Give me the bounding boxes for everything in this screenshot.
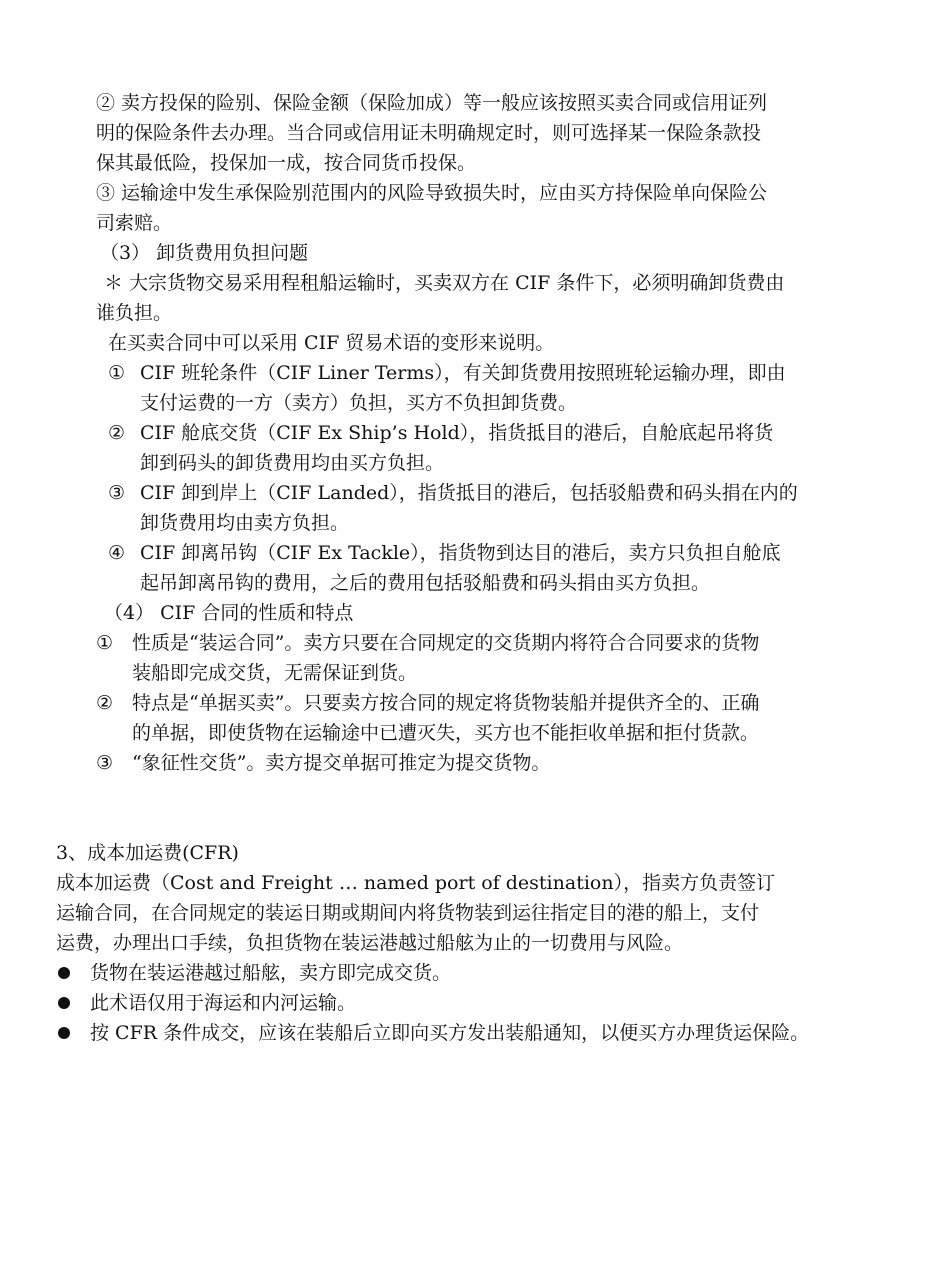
nature-item3-line1: “象征性交货”。卖方提交单据可推定为提交货物。 (132, 752, 551, 774)
unloading-item1-line2: 支付运费的一方（卖方）负担，买方不负担卸货费。 (140, 392, 578, 414)
nature-item-marker: ③ (96, 752, 114, 774)
unloading-item3-line1: CIF 卸到岸上（CIF Landed），指货抵目的港后，包括驳船费和码头捐在内的 (140, 482, 798, 504)
insurance-item2-line1: ② 卖方投保的险别、保险金额（保险加成）等一般应该按照买卖合同或信用证列 (96, 92, 768, 114)
bullet-dot-icon (58, 1027, 70, 1039)
bullet-dot-icon (58, 997, 70, 1009)
nature-heading: （4） CIF 合同的性质和特点 (104, 602, 354, 624)
unloading-note-line1: ＊ 大宗货物交易采用程租船运输时，买卖双方在 CIF 条件下，必须明确卸货费由 (104, 272, 785, 294)
cfr-bullet-2: 此术语仅用于海运和内河运输。 (90, 992, 357, 1014)
unloading-item4-line2: 起吊卸离吊钩的费用，之后的费用包括驳船费和码头捐由买方负担。 (140, 572, 711, 594)
insurance-item2-line3: 保其最低险，投保加一成，按合同货币投保。 (96, 152, 477, 174)
insurance-item3-line1: ③ 运输途中发生承保险别范围内的风险导致损失时，应由买方持保险单向保险公 (96, 182, 768, 204)
cfr-para-line3: 运费，办理出口手续，负担货物在装运港越过船舷为止的一切费用与风险。 (56, 932, 684, 954)
unloading-note-line2: 谁负担。 (96, 302, 173, 324)
unloading-item4-line1: CIF 卸离吊钩（CIF Ex Tackle），指货物到达目的港后，卖方只负担自舱底 (140, 542, 781, 564)
cfr-heading: 3、成本加运费(CFR) (56, 842, 239, 864)
cfr-bullet-3: 按 CFR 条件成交，应该在装船后立即向买方发出装船通知，以便买方办理货运保险。 (90, 1022, 810, 1044)
unloading-item-marker: ④ (108, 542, 126, 564)
cfr-para-line1: 成本加运费（Cost and Freight … named port of destination），指卖方负责签订 (56, 872, 776, 894)
unloading-item-marker: ③ (108, 482, 126, 504)
unloading-item1-line1: CIF 班轮条件（CIF Liner Terms），有关卸货费用按照班轮运输办理，即由 (140, 362, 786, 384)
nature-item1-line2: 装船即完成交货，无需保证到货。 (132, 662, 418, 684)
nature-item-marker: ① (96, 632, 114, 654)
unloading-item3-line2: 卸货费用均由卖方负担。 (140, 512, 350, 534)
unloading-item2-line1: CIF 舱底交货（CIF Ex Ship’s Hold），指货抵目的港后，自舱底起吊将货 (140, 422, 774, 444)
cfr-bullet-1: 货物在装运港越过船舷，卖方即完成交货。 (90, 962, 452, 984)
unloading-item-marker: ② (108, 422, 126, 444)
nature-item-marker: ② (96, 692, 114, 714)
nature-item2-line2: 的单据，即使货物在运输途中已遭灭失，买方也不能拒收单据和拒付货款。 (132, 722, 760, 744)
bullet-dot-icon (58, 967, 70, 979)
unloading-intro: 在买卖合同中可以采用 CIF 贸易术语的变形来说明。 (108, 332, 555, 354)
insurance-item2-line2: 明的保险条件去办理。当合同或信用证未明确规定时，则可选择某一保险条款投 (96, 122, 762, 144)
unloading-item2-line2: 卸到码头的卸货费用均由买方负担。 (140, 452, 445, 474)
unloading-heading: （3） 卸货费用负担问题 (100, 242, 309, 264)
insurance-item3-line2: 司索赔。 (96, 212, 173, 234)
unloading-item-marker: ① (108, 362, 126, 384)
nature-item1-line1: 性质是“装运合同”。卖方只要在合同规定的交货期内将符合合同要求的货物 (132, 632, 760, 654)
cfr-para-line2: 运输合同，在合同规定的装运日期或期间内将货物装到运往指定目的港的船上，支付 (56, 902, 760, 924)
nature-item2-line1: 特点是“单据买卖”。只要卖方按合同的规定将货物装船并提供齐全的、正确 (132, 692, 760, 714)
